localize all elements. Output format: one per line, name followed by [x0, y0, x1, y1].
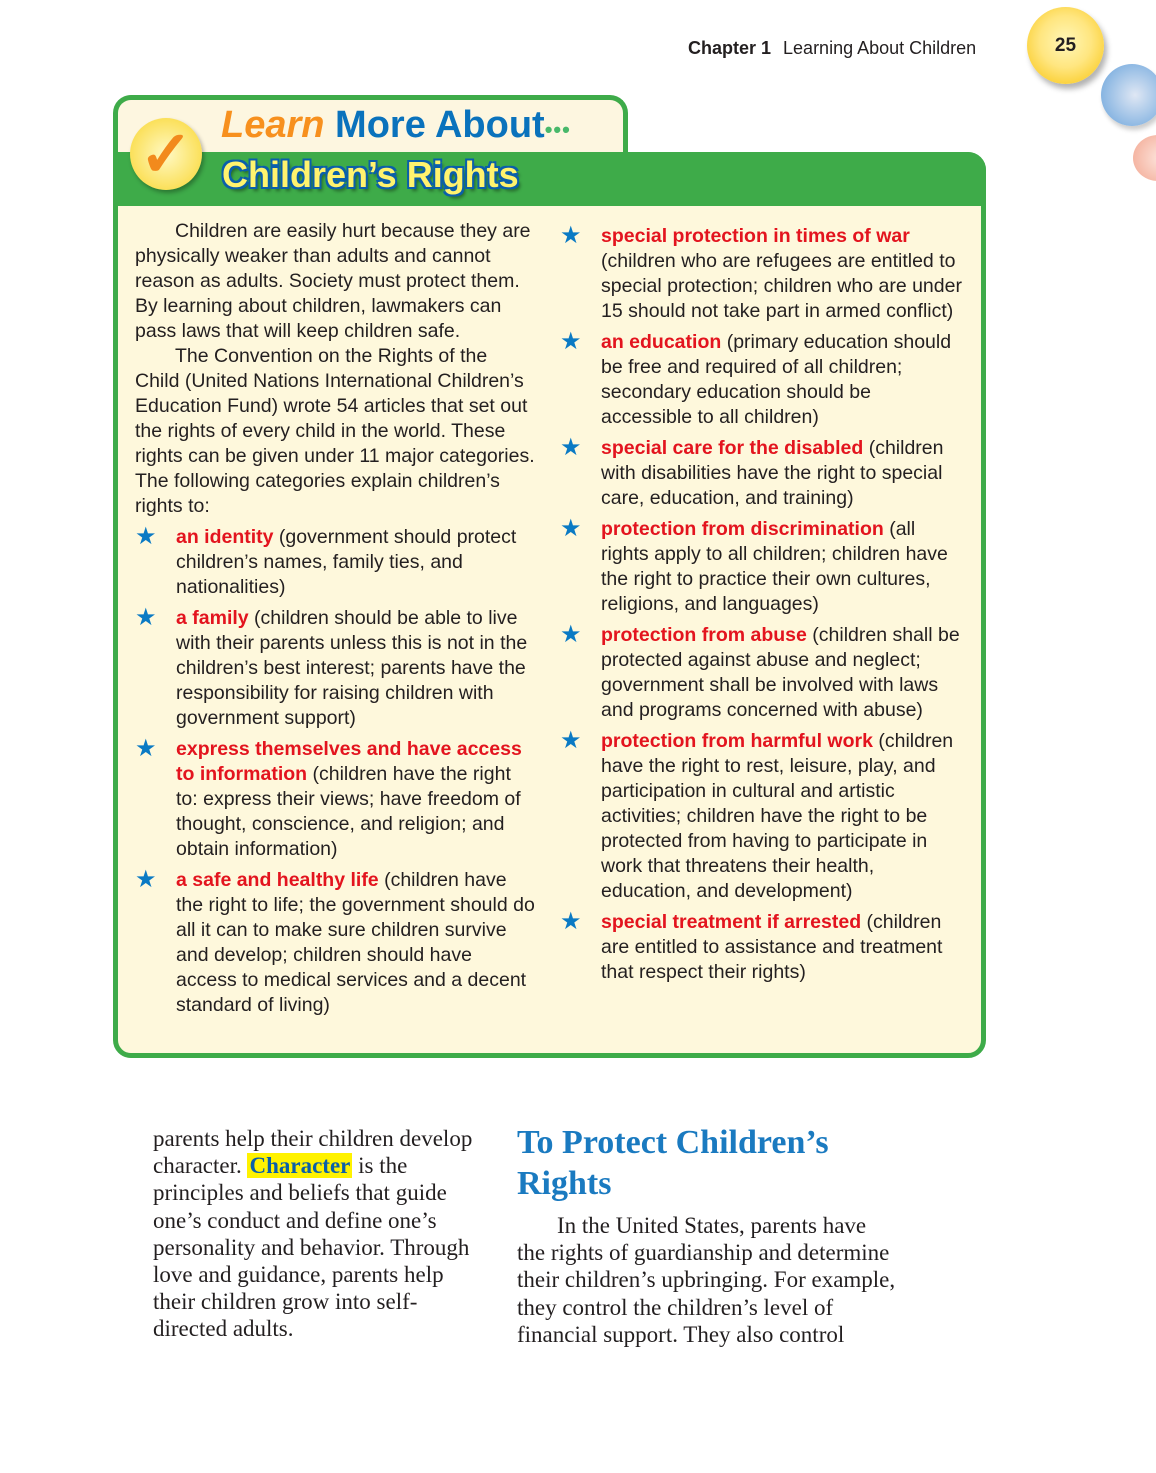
right-title: special protection in times of war	[601, 225, 910, 247]
chapter-title: Learning About Children	[783, 38, 977, 58]
right-list-item	[560, 224, 965, 324]
right-list-item	[560, 436, 965, 511]
body-text-right	[517, 1212, 897, 1348]
running-header	[688, 38, 976, 59]
chapter-label: Chapter 1	[688, 38, 772, 58]
right-description: (children who are refugees are entitled to special protection; children who are under 15 should not take part in armed conflict)	[601, 250, 962, 322]
check-icon: ✓	[130, 118, 202, 190]
kicker-more-about: More About	[335, 104, 545, 146]
body-text: is the principles and beliefs that guide one’s conduct and define one’s personality and behavior. Through love and guidance, parents help their children grow into self-directed adults.	[153, 1153, 470, 1342]
right-title: a safe and healthy life	[176, 869, 379, 891]
right-list-item	[560, 729, 965, 904]
ellipsis-dots: •••	[544, 117, 571, 142]
star-icon: ★	[135, 523, 157, 550]
right-list-item	[560, 623, 965, 723]
star-icon: ★	[560, 727, 582, 754]
right-list-item	[135, 737, 535, 862]
key-term-character: Character	[249, 1153, 351, 1179]
right-title: express themselves and have access to information	[176, 738, 522, 785]
right-description: (all rights apply to all children; children have the right to practice their own cultures, religions, and languages)	[601, 518, 948, 615]
right-title: an identity	[176, 526, 274, 548]
decorative-pink-ball	[1133, 135, 1156, 181]
body-paragraph: In the United States, parents have the rights of guardianship and determine their children’s upbringing. For example, they control the children’s level of financial support. They also control	[517, 1213, 896, 1347]
feature-right-column	[560, 224, 965, 985]
right-description: (primary education should be free and required of all children; secondary education should be accessible to all children)	[601, 331, 952, 428]
feature-kicker	[221, 104, 571, 147]
right-title: special treatment if arrested	[601, 911, 862, 933]
right-list-item	[135, 868, 535, 1018]
right-description: (children have the right to: express their views; have freedom of thought, conscience, and religion; and obtain information)	[176, 763, 521, 860]
right-description: (children have the right to life; the government should do all it can to make sure children survive and develop; children should have access to medical services and a decent standard of living)	[176, 869, 535, 1016]
feature-left-column	[135, 219, 535, 1018]
star-icon: ★	[560, 434, 582, 461]
right-title: an education	[601, 331, 722, 353]
page-number: 25	[1027, 7, 1104, 84]
star-icon: ★	[560, 222, 582, 249]
right-description: (children are entitled to assistance and treatment that respect their rights)	[601, 911, 943, 983]
kicker-learn: Learn	[221, 104, 325, 146]
body-text: parents help their children develop character.	[153, 1126, 473, 1179]
right-list-item	[560, 910, 965, 985]
right-list-item	[560, 330, 965, 430]
right-description: (children should be able to live with their parents unless this is not in the children’s best interest; parents have the responsibility for raising children with government support)	[176, 607, 528, 729]
right-title: a family	[176, 607, 249, 629]
star-icon: ★	[135, 604, 157, 631]
right-list-item	[135, 606, 535, 731]
intro-paragraph: Children are easily hurt because they are physically weaker than adults and cannot reason as adults. Society must protect them. By learning about children, lawmakers can pass laws that will keep children safe.	[135, 220, 531, 342]
intro-paragraph: The Convention on the Rights of the Child (United Nations International Children’s Education Fund) wrote 54 articles that set out the rights of every child in the world. These rights can be given under 11 major categories. The following categories explain children’s rights to:	[135, 345, 535, 517]
right-title: protection from discrimination	[601, 518, 884, 540]
star-icon: ★	[135, 735, 157, 762]
star-icon: ★	[560, 621, 582, 648]
section-heading: To Protect Children’s Rights	[517, 1124, 829, 1202]
star-icon: ★	[135, 866, 157, 893]
right-list-item	[135, 525, 535, 600]
right-title: special care for the disabled	[601, 437, 864, 459]
right-description: (children have the right to rest, leisure, play, and participation in cultural and artistic activities; children have the right to be protected from having to participate in work that threatens their health, education, and development)	[601, 730, 954, 902]
star-icon: ★	[560, 908, 582, 935]
right-description: (children shall be protected against abuse and neglect; government shall be involved with laws and programs concerned with abuse)	[601, 624, 960, 721]
star-icon: ★	[560, 515, 582, 542]
right-description: (children with disabilities have the right to special care, education, and training)	[601, 437, 944, 509]
star-icon: ★	[560, 328, 582, 355]
right-description: (government should protect children’s names, family ties, and nationalities)	[176, 526, 517, 598]
right-list-item	[560, 517, 965, 617]
feature-title: Children’s Rights	[222, 154, 519, 195]
right-title: protection from abuse	[601, 624, 807, 646]
decorative-blue-ball	[1101, 64, 1156, 126]
body-text-left	[153, 1125, 473, 1343]
right-title: protection from harmful work	[601, 730, 873, 752]
